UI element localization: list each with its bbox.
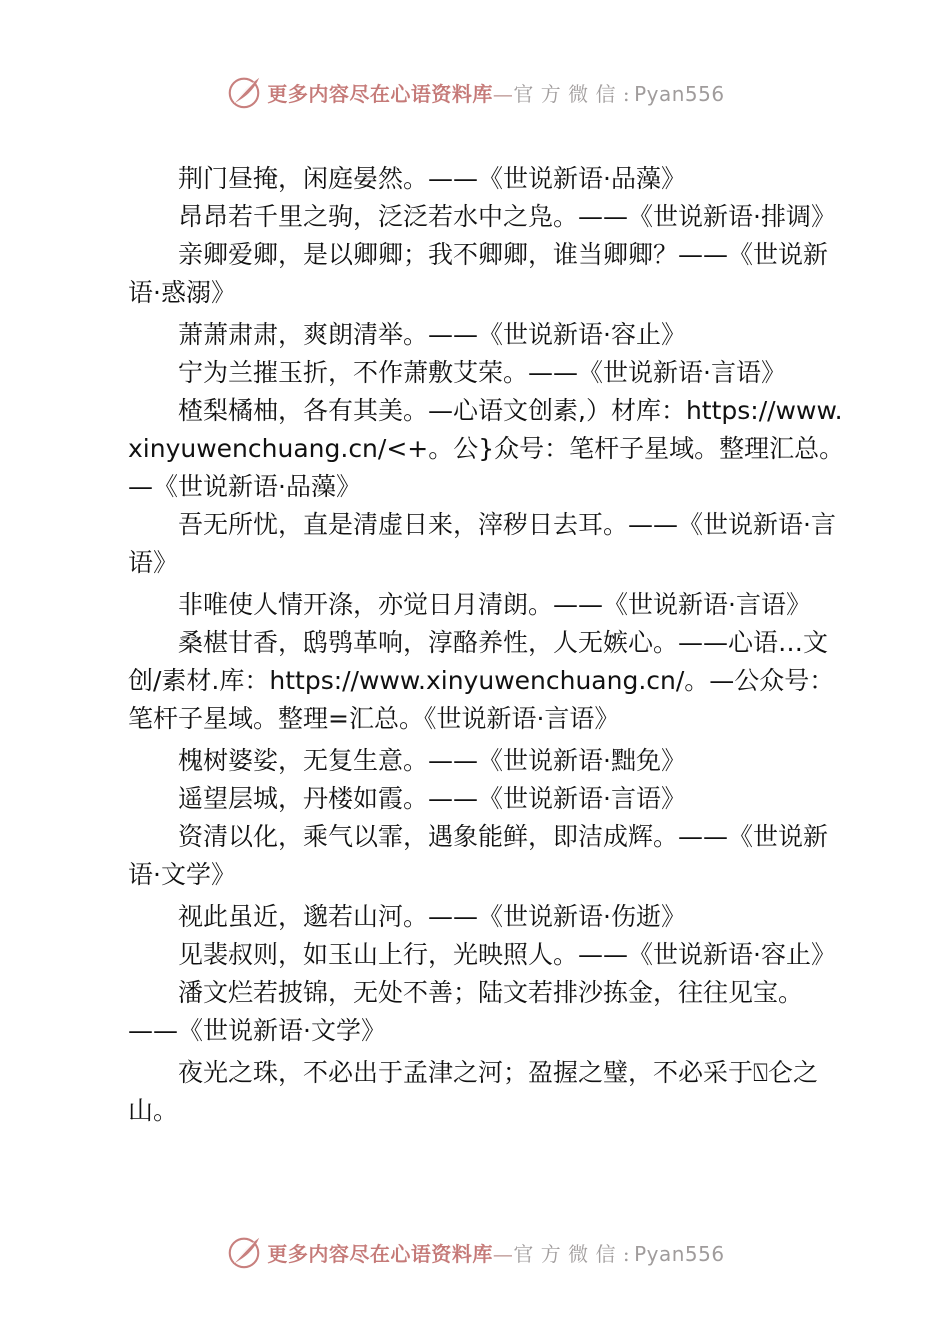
paragraph: 潘文烂若披锦，无处不善；陆文若排沙拣金，往往见宝。——《世说新语·文学》 [128,978,804,1045]
paragraph: 荆门昼掩，闲庭晏然。——《世说新语·品藻》 [178,164,686,193]
watermark-text [267,78,724,107]
paragraph: 夜光之珠，不必出于孟津之河；盈握之璧，不必采于⍂仑之山。 [128,1058,819,1125]
paragraph: 吾无所忧，直是清虚日来，滓秽日去耳。——《世说新语·言语》 [128,510,836,577]
paragraph: 楂梨橘柚，各有其美。—心语文创素,）材库：https://www.xinyuwenchuang.cn/<+。公}众号：笔杆子星域。整理汇总。—《世说新语·品藻》 [128,396,845,501]
feather-quill-icon [225,73,263,111]
watermark-wechat-label: 官 方 微 信 : [513,81,631,106]
paragraph: 视此虽近，邈若山河。——《世说新语·伤逝》 [178,902,686,931]
paragraph: 宁为兰摧玉折，不作萧敷艾荣。——《世说新语·言语》 [178,358,786,387]
document-body [128,160,848,1130]
paragraph: 资清以化，乘气以霏，遇象能鲜，即洁成辉。——《世说新语·文学》 [128,822,829,889]
watermark-footer [0,1230,950,1274]
paragraph: 亲卿爱卿，是以卿卿；我不卿卿，谁当卿卿？——《世说新语·惑溺》 [128,240,829,307]
paragraph: 遥望层城，丹楼如霞。——《世说新语·言语》 [178,784,686,813]
paragraph: 昂昂若千里之驹，泛泛若水中之凫。——《世说新语·排调》 [178,202,836,231]
watermark-separator: — [492,81,514,106]
watermark-header [0,70,950,114]
paragraph: 桑椹甘香，鸱鸮革响，淳酪养性，人无嫉心。——心语…文创/素材.库：https://www.xinyuwenchuang.cn/。—公众号：笔杆子星域。整理=汇总。《世说新语·言语》 [128,628,835,733]
paragraph: 萧萧肃肃，爽朗清举。——《世说新语·容止》 [178,320,686,349]
watermark-text [267,1238,724,1267]
paragraph: 非唯使人情开涤，亦觉日月清朗。——《世说新语·言语》 [178,590,811,619]
watermark-separator: — [492,1241,514,1266]
feather-quill-icon [225,1233,263,1271]
paragraph: 槐树婆娑，无复生意。——《世说新语·黜免》 [178,746,686,775]
watermark-brand: 更多内容尽在心语资料库 [267,81,493,106]
watermark-wechat-id: Pyan556 [634,81,725,106]
watermark-brand: 更多内容尽在心语资料库 [267,1241,493,1266]
watermark-wechat-id: Pyan556 [634,1241,725,1266]
watermark-wechat-label: 官 方 微 信 : [513,1241,631,1266]
paragraph: 见裴叔则，如玉山上行，光映照人。——《世说新语·容止》 [178,940,836,969]
